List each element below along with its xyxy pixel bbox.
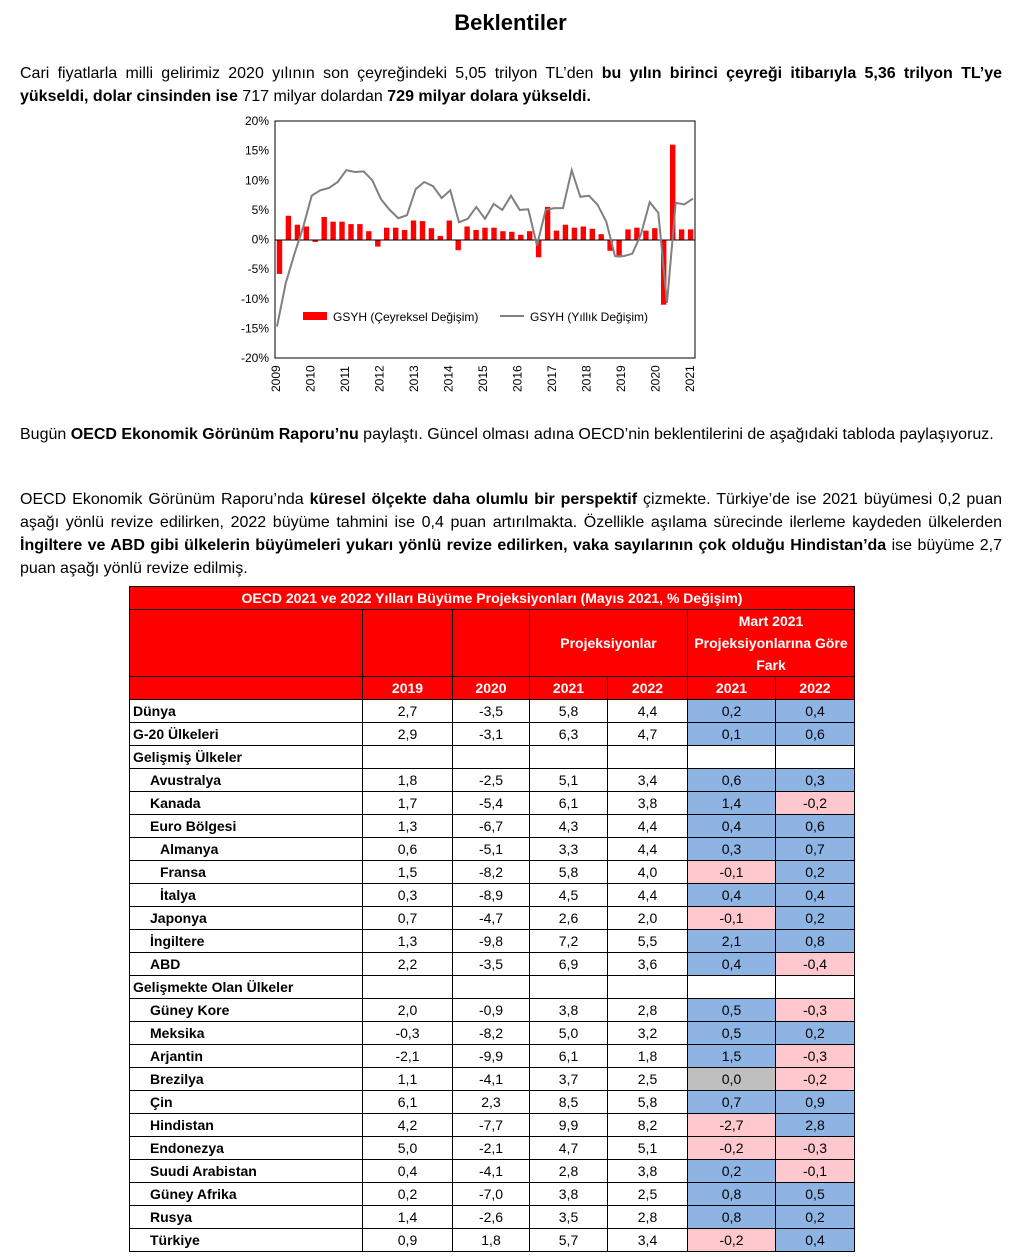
quarterly-bar [652,228,657,239]
value-cell: 5,0 [363,1137,453,1160]
revision-cell: 0,4 [776,700,855,723]
quarterly-bar [679,229,684,239]
revision-cell: 0,6 [776,723,855,746]
revision-cell: 0,8 [776,930,855,953]
value-cell: 1,5 [363,861,453,884]
revision-cell: -0,2 [776,792,855,815]
revision-cell: 0,5 [688,1022,776,1045]
value-cell: 1,8 [363,769,453,792]
revision-cell: 0,8 [688,1183,776,1206]
value-cell [530,746,608,769]
quarterly-bar [688,229,693,239]
y-tick-label: 10% [244,173,269,188]
header-projections: Projeksiyonlar [530,610,688,677]
row-label: Rusya [130,1206,363,1229]
row-label: ABD [130,953,363,976]
paragraph2-segment: Bugün [20,426,71,443]
y-tick-label: 0% [251,232,269,247]
table-row [130,953,855,976]
row-label: Güney Afrika [130,1183,363,1206]
value-cell [363,976,453,999]
value-cell: 3,7 [530,1068,608,1091]
value-cell: -8,9 [453,884,530,907]
row-label: İtalya [130,884,363,907]
row-label: Hindistan [130,1114,363,1137]
year-header: 2021 [530,677,608,700]
value-cell: 9,9 [530,1114,608,1137]
y-tick-label: -10% [240,291,269,306]
quarterly-bar [563,225,568,240]
revision-cell: -0,2 [688,1229,776,1252]
value-cell: 4,4 [608,815,688,838]
revision-cell: -0,4 [776,953,855,976]
table-row [130,907,855,930]
value-cell: 1,4 [363,1206,453,1229]
revision-cell: 0,7 [776,838,855,861]
value-cell: -7,0 [453,1183,530,1206]
row-label: Almanya [130,838,363,861]
row-label: Gelişmiş Ülkeler [130,746,363,769]
paragraph3-segment: İngiltere ve ABD gibi ülkelerin büyümeleri yukarı yönlü revize edilirken, vaka sayılarının çok olduğu Hindistan’da [20,537,887,554]
value-cell: 1,1 [363,1068,453,1091]
x-tick-label: 2011 [338,366,352,392]
x-tick-label: 2010 [303,365,318,392]
table-row [130,746,855,769]
value-cell: 1,8 [608,1045,688,1068]
value-cell: 3,5 [530,1206,608,1229]
paragraph1-segment: bu yılın birinci çeyreği itibarıyla 5,36 trilyon TL’ye yükseldi, dolar cinsinden ise [20,65,1002,105]
row-label: Euro Bölgesi [130,815,363,838]
paragraph1-segment: 729 milyar dolara yükseldi. [387,88,591,105]
paragraph3-segment: OECD Ekonomik Görünüm Raporu’nda [20,491,310,508]
x-tick-label: 2016 [510,365,525,392]
x-tick-label: 2021 [683,365,697,392]
y-axis [241,114,269,365]
value-cell: 0,3 [363,884,453,907]
table-row [130,815,855,838]
y-tick-label: 20% [244,114,269,128]
table-row [130,1160,855,1183]
revision-cell: -0,1 [688,907,776,930]
x-tick-label: 2019 [614,365,628,392]
value-cell: 1,7 [363,792,453,815]
value-cell: -4,1 [453,1068,530,1091]
paragraph1-segment: Cari fiyatlarla milli gelirimiz 2020 yılının son çeyreğindeki 5,05 trilyon TL’den [20,65,602,82]
value-cell: 0,6 [363,838,453,861]
value-cell: 4,3 [530,815,608,838]
table-row [130,884,855,907]
revision-cell: -0,3 [776,1137,855,1160]
value-cell: 1,3 [363,930,453,953]
quarterly-bar [420,221,425,239]
x-tick-label: 2012 [372,365,387,392]
value-cell: -3,5 [453,953,530,976]
value-cell: -4,7 [453,907,530,930]
year-header: 2022 [608,677,688,700]
value-cell: 3,6 [608,953,688,976]
x-tick-label: 2013 [407,365,421,392]
paragraph1-segment: 717 milyar dolardan [237,88,388,105]
value-cell: 2,2 [363,953,453,976]
x-tick-label: 2015 [476,365,490,392]
revision-cell: 0,3 [776,769,855,792]
quarterly-bar [447,221,452,240]
table-row [130,1229,855,1252]
quarterly-bar [625,229,630,239]
value-cell [453,976,530,999]
y-tick-label: 5% [251,202,269,217]
quarterly-bar [572,228,577,240]
value-cell: -2,5 [453,769,530,792]
value-cell: -2,1 [453,1137,530,1160]
value-cell: -8,2 [453,1022,530,1045]
value-cell: 3,8 [608,792,688,815]
value-cell: 3,4 [608,769,688,792]
quarterly-bar [518,235,523,240]
quarterly-bar [464,227,469,240]
value-cell: 2,8 [608,1206,688,1229]
quarterly-bar [590,229,595,240]
value-cell: -9,9 [453,1045,530,1068]
table-row [130,930,855,953]
revision-cell [776,746,855,769]
row-label: Çin [130,1091,363,1114]
quarterly-bar [599,234,604,239]
revision-cell: -0,3 [776,999,855,1022]
value-cell: 5,5 [608,930,688,953]
x-axis [269,365,697,392]
value-cell: 3,8 [530,999,608,1022]
paragraph3-segment: çizmekte. Türkiye’de ise 2021 büyümesi 0,2 puan aşağı yönlü revize edilirken, 2022 büyüme tahmini ise 0,4 puan artırılmakta. Özellikle aşılama sürecinde ilerleme kaydeden ülkelerden [20,491,1002,531]
row-label: Arjantin [130,1045,363,1068]
quarterly-bar [581,227,586,240]
row-label: Dünya [130,700,363,723]
value-cell: 5,8 [608,1091,688,1114]
quarterly-bar [429,228,434,239]
table-row [130,976,855,999]
table-row [130,1183,855,1206]
value-cell: 8,2 [608,1114,688,1137]
value-cell: -3,1 [453,723,530,746]
value-cell: 5,1 [608,1137,688,1160]
value-cell: 2,9 [363,723,453,746]
row-label: Kanada [130,792,363,815]
revision-cell [688,976,776,999]
quarterly-bar [482,228,487,240]
value-cell: 4,4 [608,700,688,723]
value-cell: 4,4 [608,884,688,907]
value-cell: 1,8 [453,1229,530,1252]
revision-cell: 0,1 [688,723,776,746]
value-cell: 3,8 [530,1183,608,1206]
quarterly-bar [375,240,380,247]
value-cell: 6,9 [530,953,608,976]
table-title: OECD 2021 ve 2022 Yılları Büyüme Projeksiyonları (Mayıs 2021, % Değişim) [130,587,855,610]
value-cell: -9,8 [453,930,530,953]
value-cell [608,746,688,769]
revision-cell: 0,4 [688,953,776,976]
row-label: Fransa [130,861,363,884]
value-cell: 2,0 [608,907,688,930]
paragraph-oecd-intro [20,423,1002,446]
table-row [130,1137,855,1160]
value-cell: 4,7 [530,1137,608,1160]
gdp-growth-chart [228,110,708,400]
revision-cell: 0,4 [776,884,855,907]
value-cell: 5,8 [530,700,608,723]
quarterly-bar [330,222,335,240]
quarterly-bar [339,222,344,240]
quarterly-bar [491,228,496,240]
value-cell: 3,8 [608,1160,688,1183]
revision-cell: -0,1 [776,1160,855,1183]
row-label: Japonya [130,907,363,930]
value-cell: 4,0 [608,861,688,884]
table-row [130,861,855,884]
table-row [130,838,855,861]
quarterly-bar [438,236,443,240]
quarterly-bar [411,221,416,240]
value-cell [453,746,530,769]
quarterly-bar [527,231,532,239]
value-cell: 5,1 [530,769,608,792]
value-cell: 2,7 [363,700,453,723]
value-cell: -3,5 [453,700,530,723]
legend-label-quarterly: GSYH (Çeyreksel Değişim) [333,310,479,324]
value-cell: 4,5 [530,884,608,907]
year-header: 2021 [688,677,776,700]
quarterly-bar [277,240,282,274]
row-label: Suudi Arabistan [130,1160,363,1183]
table-row [130,769,855,792]
row-label: G-20 Ülkeleri [130,723,363,746]
value-cell: 2,5 [608,1068,688,1091]
revision-cell: 0,5 [776,1183,855,1206]
quarterly-bar [393,228,398,240]
revision-cell: 0,2 [688,1160,776,1183]
value-cell: 0,7 [363,907,453,930]
quarterly-bar [286,216,291,240]
paragraph2-segment: paylaştı. Güncel olması adına OECD’nin beklentilerini de aşağıdaki tabloda paylaşıyoruz. [358,426,994,443]
legend-label-annual: GSYH (Yıllık Değişim) [530,310,649,324]
value-cell: -5,4 [453,792,530,815]
table-row [130,1206,855,1229]
quarterly-bar [509,232,514,240]
table-row [130,1114,855,1137]
x-tick-label: 2018 [579,365,594,392]
value-cell: 6,1 [530,792,608,815]
x-tick-label: 2017 [545,365,559,392]
paragraph-oecd-outlook [20,488,1002,580]
quarterly-bar [366,231,371,239]
value-cell: 2,8 [608,999,688,1022]
paragraph3-segment: ise büyüme 2,7 puan aşağı yönlü revize edilmiş. [20,537,1003,577]
x-tick-label: 2014 [441,365,456,392]
revision-cell: 0,9 [776,1091,855,1114]
value-cell: -2,1 [363,1045,453,1068]
value-cell: 0,9 [363,1229,453,1252]
value-cell [530,976,608,999]
value-cell: 6,3 [530,723,608,746]
revision-cell: 1,5 [688,1045,776,1068]
revision-cell: 0,2 [776,861,855,884]
quarterly-bar [616,240,621,258]
quarterly-bar [402,230,407,240]
quarterly-bar [500,231,505,239]
legend [303,310,648,324]
revision-cell: 0,0 [688,1068,776,1091]
value-cell: 5,8 [530,861,608,884]
quarterly-bar [473,230,478,240]
revision-cell: 0,7 [688,1091,776,1114]
row-label: Gelişmekte Olan Ülkeler [130,976,363,999]
row-label: Türkiye [130,1229,363,1252]
row-label: Meksika [130,1022,363,1045]
oecd-growth-table [129,586,855,1252]
row-label: Brezilya [130,1068,363,1091]
value-cell: 1,3 [363,815,453,838]
y-tick-label: -15% [240,321,269,336]
legend-bar-swatch [303,312,327,320]
value-cell: 2,6 [530,907,608,930]
x-tick-label: 2009 [269,365,283,392]
quarterly-bar [357,224,362,239]
value-cell: -6,7 [453,815,530,838]
value-cell: 3,2 [608,1022,688,1045]
quarterly-bar [322,217,327,240]
value-cell: 7,2 [530,930,608,953]
value-cell: -4,1 [453,1160,530,1183]
revision-cell: 2,1 [688,930,776,953]
table-row [130,999,855,1022]
y-tick-label: -5% [247,262,269,277]
value-cell: 2,0 [363,999,453,1022]
paragraph-gdp [20,62,1002,108]
revision-cell: 0,3 [688,838,776,861]
year-header: 2022 [776,677,855,700]
paragraph3-segment: küresel ölçekte daha olumlu bir perspektif [309,491,638,508]
revision-cell [776,976,855,999]
table-row [130,792,855,815]
paragraph2-segment: OECD Ekonomik Görünüm Raporu’nu [70,426,359,443]
value-cell: 5,7 [530,1229,608,1252]
value-cell: 4,4 [608,838,688,861]
revision-cell [688,746,776,769]
quarterly-bar [384,228,389,240]
table-row [130,1022,855,1045]
value-cell: -0,9 [453,999,530,1022]
revision-cell: -0,3 [776,1045,855,1068]
revision-cell: 0,5 [688,999,776,1022]
revision-cell: 0,2 [776,1206,855,1229]
value-cell: 2,3 [453,1091,530,1114]
quarterly-bar [304,227,309,240]
header-march-diff: Mart 2021 Projeksiyonlarına Göre Fark [688,610,855,677]
revision-cell: 0,4 [688,815,776,838]
value-cell: 2,8 [530,1160,608,1183]
revision-cell: 0,4 [688,884,776,907]
value-cell: 6,1 [530,1045,608,1068]
year-header: 2019 [363,677,453,700]
value-cell: 4,2 [363,1114,453,1137]
table-row [130,1068,855,1091]
value-cell: 6,1 [363,1091,453,1114]
revision-cell: -0,2 [776,1068,855,1091]
value-cell: -5,1 [453,838,530,861]
revision-cell: 0,6 [776,815,855,838]
value-cell: 5,0 [530,1022,608,1045]
revision-cell: -2,7 [688,1114,776,1137]
table-row [130,700,855,723]
y-tick-label: -20% [240,351,269,365]
revision-cell: 0,8 [688,1206,776,1229]
page-title: Beklentiler [454,10,567,35]
row-label: Avustralya [130,769,363,792]
value-cell: -0,3 [363,1022,453,1045]
value-cell: 0,4 [363,1160,453,1183]
row-label: İngiltere [130,930,363,953]
value-cell: -7,7 [453,1114,530,1137]
value-cell: 0,2 [363,1183,453,1206]
revision-cell: 2,8 [776,1114,855,1137]
value-cell: 3,4 [608,1229,688,1252]
quarterly-bar [456,240,461,251]
value-cell: 3,3 [530,838,608,861]
revision-cell: -0,1 [688,861,776,884]
table-row [130,723,855,746]
row-label: Güney Kore [130,999,363,1022]
value-cell: 2,5 [608,1183,688,1206]
year-header: 2020 [453,677,530,700]
revision-cell: -0,2 [688,1137,776,1160]
quarterly-bar [643,231,648,240]
value-cell: 8,5 [530,1091,608,1114]
table-row [130,1091,855,1114]
value-cell [363,746,453,769]
revision-cell: 0,2 [688,700,776,723]
row-label: Endonezya [130,1137,363,1160]
value-cell: 4,7 [608,723,688,746]
quarterly-bar [554,231,559,240]
revision-cell: 0,2 [776,907,855,930]
quarterly-bar [348,224,353,239]
revision-cell: 0,2 [776,1022,855,1045]
revision-cell: 0,4 [776,1229,855,1252]
revision-cell: 1,4 [688,792,776,815]
revision-cell: 0,6 [688,769,776,792]
value-cell: -2,6 [453,1206,530,1229]
table-row [130,1045,855,1068]
x-tick-label: 2020 [648,365,663,392]
y-tick-label: 15% [244,143,269,158]
value-cell [608,976,688,999]
value-cell: -8,2 [453,861,530,884]
